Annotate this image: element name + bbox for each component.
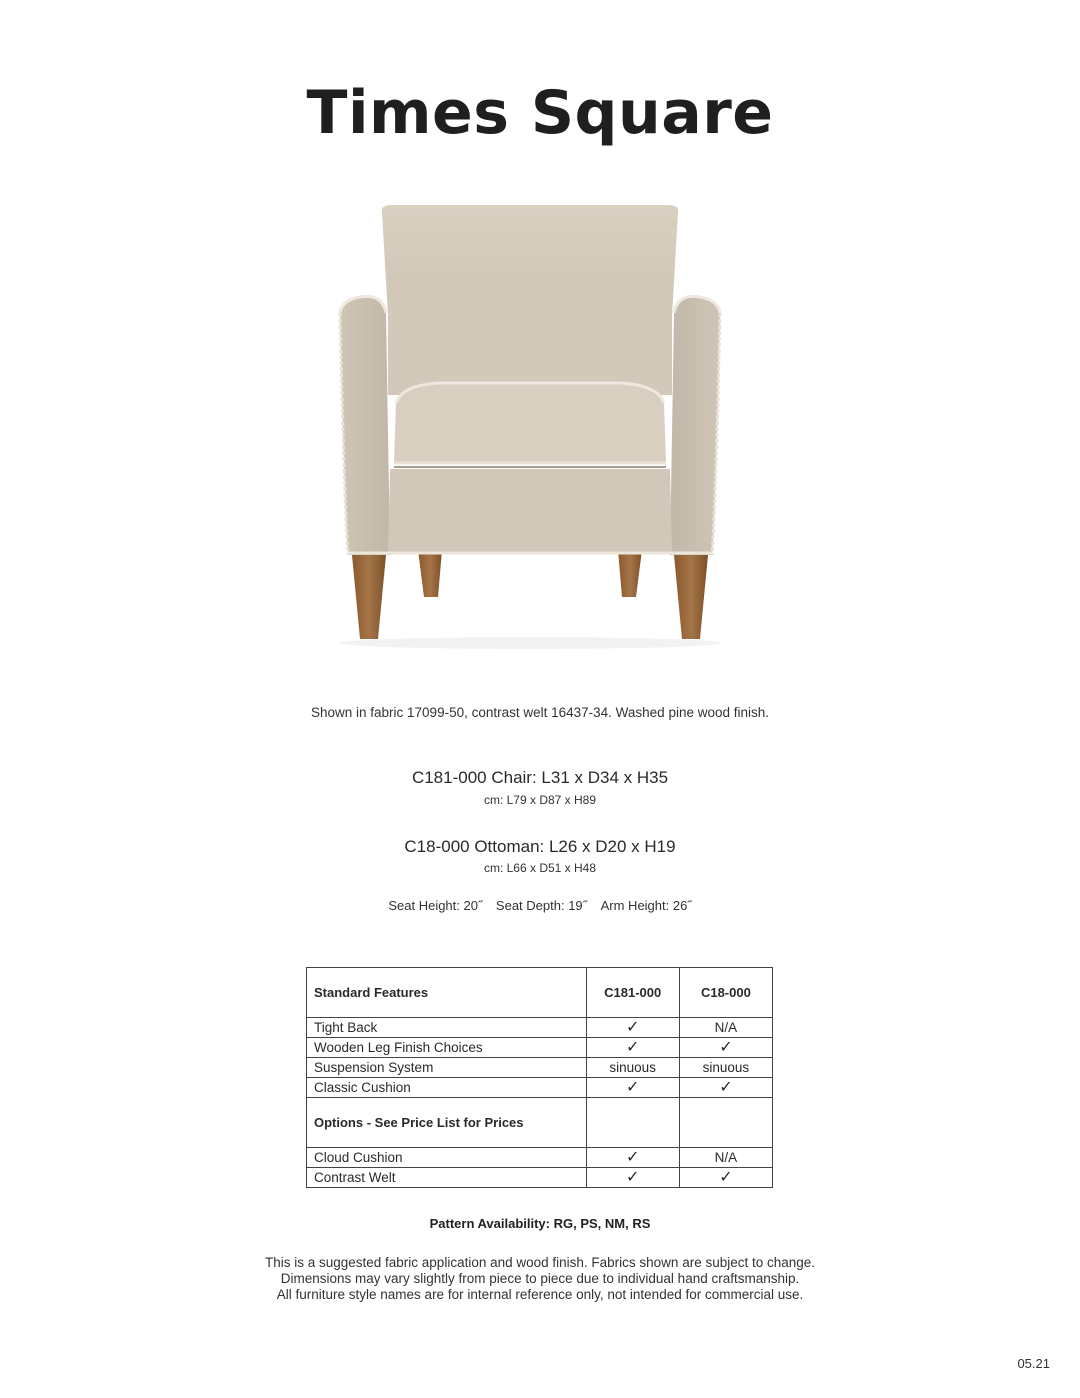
fabric-caption: Shown in fabric 17099-50, contrast welt 16437-34. Washed pine wood finish. bbox=[310, 705, 770, 720]
arm-right bbox=[670, 296, 720, 555]
standard-features-header bbox=[307, 968, 773, 1018]
options-header bbox=[307, 1098, 773, 1148]
column-ottoman-header: C18-000 bbox=[679, 968, 772, 1018]
product-title: Times Square bbox=[306, 78, 774, 148]
options-label: Options - See Price List for Prices bbox=[307, 1098, 587, 1148]
chair-dimensions: C181-000 Chair: L31 x D34 x H35 bbox=[411, 768, 669, 787]
seat-height: Seat Height: 20˝ bbox=[388, 898, 483, 913]
table-row: Cloud Cushion ✓ N/A bbox=[307, 1148, 773, 1168]
table-row: Suspension System sinuous sinuous bbox=[307, 1058, 773, 1078]
disclaimer-line: All furniture style names are for internal reference only, not intended for commercial use. bbox=[276, 1287, 804, 1302]
front-leg-right bbox=[674, 555, 708, 639]
chair-base bbox=[388, 469, 672, 553]
chair-photo bbox=[320, 195, 740, 655]
disclaimer-line: Dimensions may vary slightly from piece to piece due to individual hand craftsmanship. bbox=[280, 1271, 800, 1286]
seat-cushion bbox=[394, 383, 666, 463]
features-table bbox=[306, 967, 773, 1188]
seat-depth: Seat Depth: 19˝ bbox=[495, 898, 587, 913]
seat-arm-heights bbox=[0, 898, 1080, 913]
arm-height: Arm Height: 26˝ bbox=[600, 898, 692, 913]
column-chair-header: C181-000 bbox=[586, 968, 679, 1018]
standard-features-label: Standard Features bbox=[307, 968, 587, 1018]
table-row: Tight Back ✓ N/A bbox=[307, 1018, 773, 1038]
back-leg-right bbox=[618, 550, 642, 597]
back-leg-left bbox=[418, 550, 442, 597]
table-row: Wooden Leg Finish Choices ✓ ✓ bbox=[307, 1038, 773, 1058]
pattern-availability: Pattern Availability: RG, PS, NM, RS bbox=[429, 1216, 651, 1231]
ottoman-dimensions-cm: cm: L66 x D51 x H48 bbox=[483, 861, 597, 875]
page-code: 05.21 bbox=[1017, 1356, 1050, 1371]
ottoman-dimensions: C18-000 Ottoman: L26 x D20 x H19 bbox=[404, 837, 676, 856]
table-row: Classic Cushion ✓ ✓ bbox=[307, 1078, 773, 1098]
front-leg-left bbox=[352, 555, 386, 639]
chair-dimensions-cm: cm: L79 x D87 x H89 bbox=[483, 793, 597, 807]
table-row: Contrast Welt ✓ ✓ bbox=[307, 1168, 773, 1188]
arm-left bbox=[340, 296, 390, 555]
disclaimer bbox=[0, 1255, 1080, 1303]
disclaimer-line: This is a suggested fabric application and wood finish. Fabrics shown are subject to change. bbox=[264, 1255, 816, 1270]
